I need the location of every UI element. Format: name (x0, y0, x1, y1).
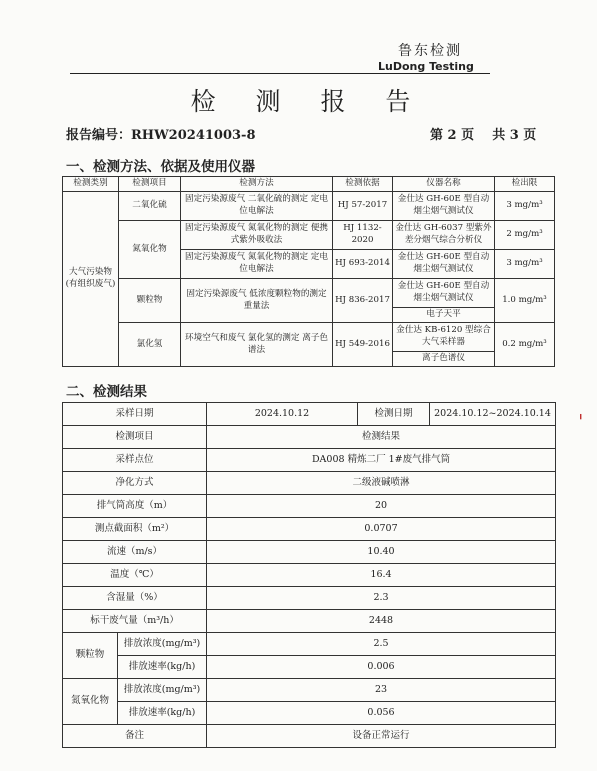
test-method: 环境空气和废气 氯化氢的测定 离子色谱法 (181, 323, 333, 367)
column-header: 检出限 (495, 177, 555, 192)
table-row (63, 323, 555, 352)
remark-label: 备注 (63, 725, 207, 748)
parameter-label: 排气筒高度（m） (63, 495, 207, 518)
rate-label: 排放速率(kg/h) (118, 656, 207, 679)
parameter-value: 0.0707 (207, 518, 556, 541)
test-date-label: 检测日期 (358, 403, 430, 426)
table-row (63, 656, 556, 679)
rate-label: 排放速率(kg/h) (118, 702, 207, 725)
table-row (63, 564, 556, 587)
test-basis: HJ 57-2017 (333, 192, 393, 221)
test-basis: HJ 693-2014 (333, 250, 393, 279)
test-date: 2024.10.12~2024.10.14 (430, 403, 556, 426)
header-divider (70, 73, 490, 74)
pollutant-name: 氮氧化物 (63, 679, 118, 725)
column-header: 检测依据 (333, 177, 393, 192)
instrument-name: 金仕达 GH-60E 型自动烟尘烟气测试仪 (393, 250, 495, 279)
parameter-value: 10.40 (207, 541, 556, 564)
table-row (63, 518, 556, 541)
table-header-row (63, 177, 555, 192)
results-table (62, 402, 556, 748)
concentration-label: 排放浓度(mg/m³) (118, 679, 207, 702)
report-number: 报告编号：RHW20241003-8 (66, 128, 256, 143)
parameter-label: 含湿量（%） (63, 587, 207, 610)
concentration-value: 23 (207, 679, 556, 702)
test-item: 氯化氢 (119, 323, 181, 367)
test-basis: HJ 836-2017 (333, 279, 393, 323)
pollutant-name: 颗粒物 (63, 633, 118, 679)
test-method: 固定污染源废气 氮氧化物的测定 便携式紫外吸收法 (181, 221, 333, 250)
rate-value: 0.056 (207, 702, 556, 725)
methods-table (62, 176, 555, 367)
test-item: 二氧化硫 (119, 192, 181, 221)
remark-value: 设备正常运行 (207, 725, 556, 748)
parameter-label: 净化方式 (63, 472, 207, 495)
table-row (63, 426, 556, 449)
test-method: 固定污染源废气 氮氧化物的测定 定电位电解法 (181, 250, 333, 279)
margin-mark: ╻ (578, 410, 584, 420)
report-title: 检 测 报 告 (190, 87, 427, 116)
detection-limit: 2 mg/m³ (495, 221, 555, 250)
instrument-name: 金仕达 GH-60E 型自动烟尘烟气测试仪 (393, 192, 495, 221)
page-info: 第 2 页 共 3 页 (430, 128, 537, 143)
column-header: 检测类别 (63, 177, 119, 192)
parameter-value: 16.4 (207, 564, 556, 587)
table-row (63, 449, 556, 472)
detection-limit: 0.2 mg/m³ (495, 323, 555, 367)
table-row (63, 702, 556, 725)
table-row (63, 495, 556, 518)
instrument-name: 金仕达 KB-6120 型综合大气采样器 (393, 323, 495, 352)
section1-title: 一、检测方法、依据及使用仪器 (66, 159, 255, 175)
table-row (63, 472, 556, 495)
table-row (63, 403, 556, 426)
table-row (63, 725, 556, 748)
detection-limit: 3 mg/m³ (495, 250, 555, 279)
parameter-value: 二级液碱喷淋 (207, 472, 556, 495)
detection-limit: 1.0 mg/m³ (495, 279, 555, 323)
table-row (63, 587, 556, 610)
instrument-name: 金仕达 GH-6037 型紫外差分烟气综合分析仪 (393, 221, 495, 250)
parameter-label: 测点截面积（m²） (63, 518, 207, 541)
sample-date: 2024.10.12 (207, 403, 358, 426)
table-row (63, 679, 556, 702)
result-label: 检测结果 (207, 426, 556, 449)
parameter-value: 20 (207, 495, 556, 518)
test-method: 固定污染源废气 二氧化硫的测定 定电位电解法 (181, 192, 333, 221)
test-category: 大气污染物 (有组织废气) (63, 192, 119, 367)
parameter-value: DA008 精炼二厂 1#废气排气筒 (207, 449, 556, 472)
test-method: 固定污染源废气 低浓度颗粒物的测定 重量法 (181, 279, 333, 323)
sample-date-label: 采样日期 (63, 403, 207, 426)
detection-limit: 3 mg/m³ (495, 192, 555, 221)
instrument-name: 金仕达 GH-60E 型自动烟尘烟气测试仪 (393, 279, 495, 308)
test-basis: HJ 1132-2020 (333, 221, 393, 250)
parameter-label: 温度（℃） (63, 564, 207, 587)
table-row (63, 221, 555, 250)
parameter-label: 标干废气量（m³/h） (63, 610, 207, 633)
column-header: 检测项目 (119, 177, 181, 192)
table-row (63, 192, 555, 221)
test-item: 颗粒物 (119, 279, 181, 323)
instrument-name: 电子天平 (393, 308, 495, 323)
column-header: 仪器名称 (393, 177, 495, 192)
rate-value: 0.006 (207, 656, 556, 679)
concentration-label: 排放浓度(mg/m³) (118, 633, 207, 656)
table-row (63, 279, 555, 308)
column-header: 检测方法 (181, 177, 333, 192)
test-item: 氮氧化物 (119, 221, 181, 279)
brand-name-en: LuDong Testing (378, 60, 474, 73)
table-row (63, 633, 556, 656)
parameter-label: 采样点位 (63, 449, 207, 472)
test-basis: HJ 549-2016 (333, 323, 393, 367)
parameter-value: 2.3 (207, 587, 556, 610)
parameter-value: 2448 (207, 610, 556, 633)
concentration-value: 2.5 (207, 633, 556, 656)
parameter-label: 流速（m/s） (63, 541, 207, 564)
item-label: 检测项目 (63, 426, 207, 449)
table-row (63, 610, 556, 633)
table-row (63, 541, 556, 564)
section2-title: 二、检测结果 (66, 384, 147, 400)
brand-name-cn: 鲁东检测 (398, 43, 462, 59)
instrument-name: 离子色谱仪 (393, 352, 495, 367)
